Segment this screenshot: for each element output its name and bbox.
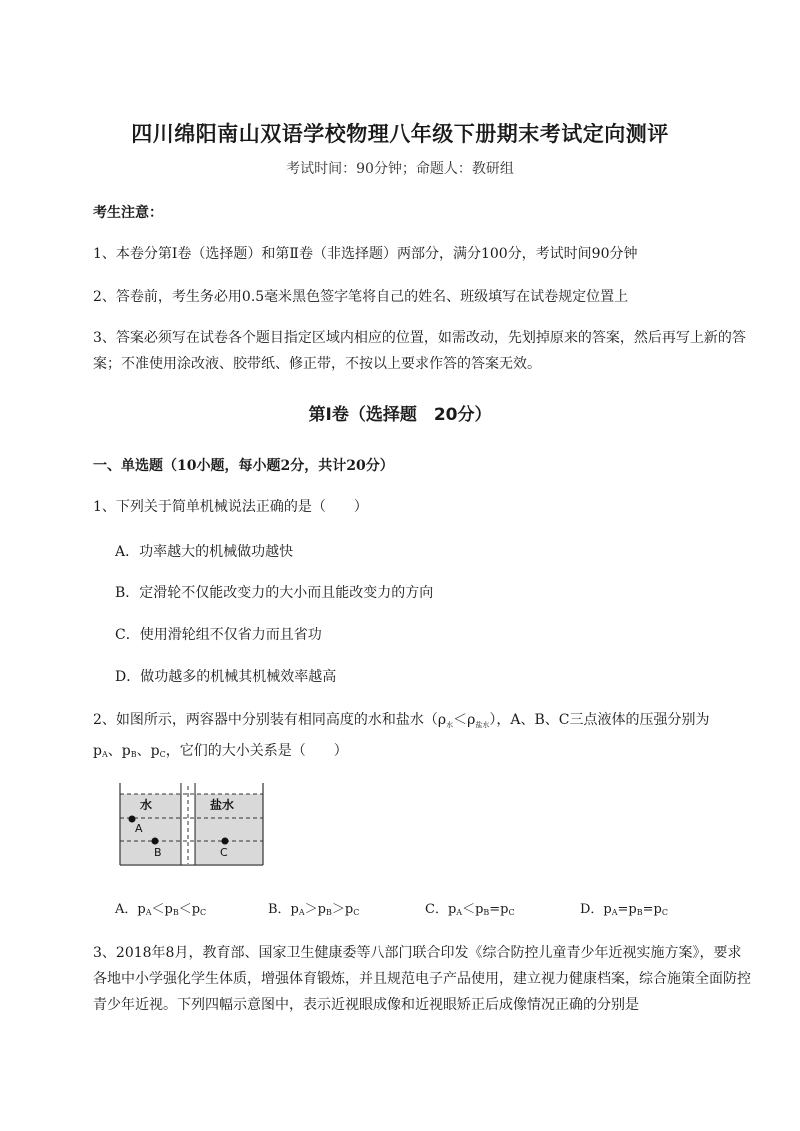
point-b-dot xyxy=(152,838,159,845)
notice-item-3: 3、答案必须写在试卷各个题目指定区域内相应的位置，如需改动，先划掉原来的答案，然后再写上新的答案；不准使用涂改液、胶带纸、修正带，不按以上要求作答的答案无效。 xyxy=(93,330,746,372)
notice-item-1: 1、本卷分第Ⅰ卷（选择题）和第Ⅱ卷（非选择题）两部分，满分100分，考试时间90分钟 xyxy=(93,246,638,262)
label-point-a: A xyxy=(135,822,143,835)
point-c-dot xyxy=(222,838,229,845)
question-1-stem: 1、下列关于简单机械说法正确的是（ ） xyxy=(93,499,368,515)
q2-option-a[interactable]: A．$p_A<p_B<p_C$ xyxy=(115,902,207,917)
container-figure xyxy=(118,780,268,868)
page-title: 四川绵阳南山双语学校物理八年级下册期末考试定向测评 xyxy=(131,122,669,146)
q2-option-b[interactable]: B．$p_A>p_B>p_C$ xyxy=(268,902,360,917)
question-2-stem: 2、如图所示，两容器中分别装有相同高度的水和盐水$(\rho_水<\rho_{盐水})$，A、B、C三点液体的压强分别为 $p_A$、$p_B$、$p_C$，它们的大小关系是（ ） xyxy=(93,712,710,759)
label-point-b: B xyxy=(154,846,162,859)
label-point-c: C xyxy=(220,846,228,859)
section-title: 第Ⅰ卷（选择题 20分） xyxy=(308,405,492,425)
q2-options xyxy=(115,898,765,920)
question-3-stem: 3、2018年8月，教育部、国家卫生健康委等八部门联合印发《综合防控儿童青少年近视实施方案》，要求各地中小学强化学生体质，增强体育锻炼，并且规范电子产品使用，建立视力健康档案，综合施策全面防控青少年近视。下列四幅示意图中，表示近视眼成像和近视眼矫正后成像情况正确的分别是 xyxy=(93,945,751,1013)
q1-option-d[interactable]: D．做功越多的机械其机械效率越高 xyxy=(115,669,337,685)
q1-option-c[interactable]: C．使用滑轮组不仅省力而且省功 xyxy=(115,627,322,643)
q1-option-a[interactable]: A．功率越大的机械做功越快 xyxy=(115,544,294,560)
containers-diagram xyxy=(118,780,268,868)
notice-heading: 考生注意： xyxy=(93,205,163,221)
q2-option-c[interactable]: C．$p_A<p_B=p_C$ xyxy=(425,902,515,917)
label-water: 水 xyxy=(140,798,153,812)
notice-item-2: 2、答卷前，考生务必用0.5毫米黑色签字笔将自己的姓名、班级填写在试卷规定位置上 xyxy=(93,289,629,305)
exam-info: 考试时间：90分钟；命题人：教研组 xyxy=(286,161,514,177)
q2-option-d[interactable]: D．$p_A=p_B=p_C$ xyxy=(580,902,668,917)
group-heading: 一、单选题（10小题，每小题2分，共计20分） xyxy=(93,458,394,474)
q1-option-b[interactable]: B．定滑轮不仅能改变力的大小而且能改变力的方向 xyxy=(115,585,434,601)
label-brine: 盐水 xyxy=(210,798,235,812)
